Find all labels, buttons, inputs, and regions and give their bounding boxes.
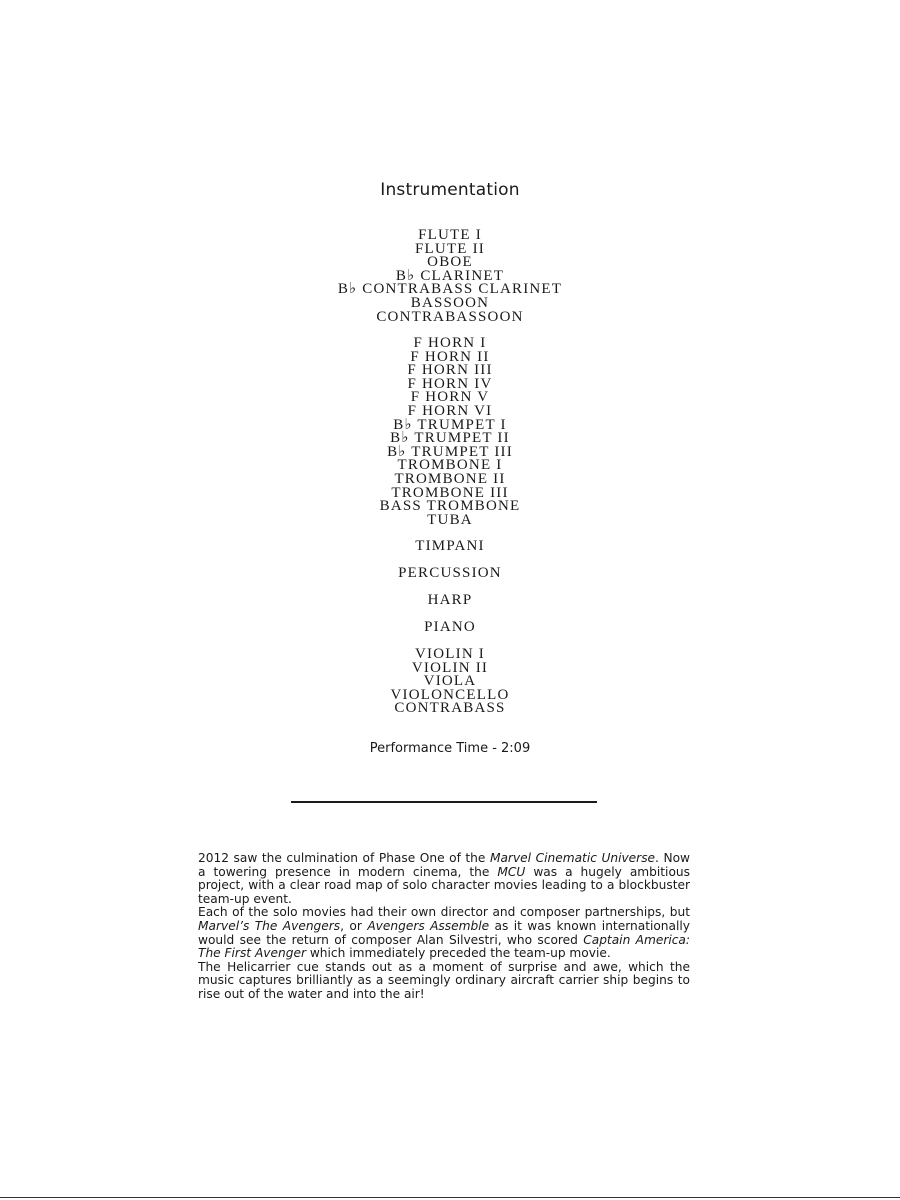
instrument-item: F HORN II xyxy=(410,348,490,365)
instrument-item: B♭ TRUMPET II xyxy=(390,430,510,447)
notes-text: , or xyxy=(340,918,368,933)
piano-list xyxy=(0,621,900,635)
instrument-item: B♭ CONTRABASS CLARINET xyxy=(337,281,563,298)
italic-title-text: Marvel Cinematic Universe xyxy=(489,851,656,865)
notes-text: . Now a towering presence in modern cinema, the xyxy=(198,851,690,879)
instrument-item: BASSOON xyxy=(410,294,490,311)
notes-text: 2012 saw the culmination of Phase One of the xyxy=(198,851,490,865)
instrument-item: F HORN I xyxy=(413,335,487,351)
instrument-item: F HORN IV xyxy=(407,375,493,392)
instrument-item: PERCUSSION xyxy=(398,565,502,581)
instrument-item: FLUTE I xyxy=(418,227,482,243)
instrument-item: TROMBONE II xyxy=(394,470,506,487)
instrument-item: CONTRABASSOON xyxy=(376,308,524,325)
notes-paragraph xyxy=(198,906,690,960)
strings-list xyxy=(0,648,900,716)
notes-paragraph xyxy=(198,852,690,906)
instrument-item: BASS TROMBONE xyxy=(379,498,521,515)
instrument-item: F HORN III xyxy=(407,362,493,379)
italic-title-text: Avengers Assemble xyxy=(367,918,490,933)
notes-text: which immediately preceded the team-up movie. xyxy=(305,946,611,961)
timpani-list xyxy=(0,540,900,554)
woodwinds-list xyxy=(0,229,900,324)
notes-paragraph xyxy=(198,961,690,1002)
instrument-item: TROMBONE III xyxy=(391,484,509,501)
percussion-list xyxy=(0,567,900,581)
divider-rule xyxy=(291,801,597,803)
performance-time: Performance Time - 2:09 xyxy=(369,741,531,756)
instrument-item: TIMPANI xyxy=(415,538,485,554)
instrument-item: B♭ TRUMPET III xyxy=(387,443,513,460)
page-title: Instrumentation xyxy=(380,180,520,200)
instrument-item: FLUTE II xyxy=(414,240,485,257)
notes-text: was a hugely ambitious project, with a clear road map of solo character movies leading to a blockbuster team-up event. xyxy=(198,864,690,906)
instrument-item: CONTRABASS xyxy=(394,700,506,717)
italic-title-text: Marvel’s The Avengers xyxy=(198,918,341,933)
notes-text: Each of the solo movies had their own director and composer partnerships, but xyxy=(198,905,690,920)
instrument-item: B♭ CLARINET xyxy=(395,267,505,284)
program-notes xyxy=(198,852,690,1002)
instrument-item: VIOLIN II xyxy=(411,659,489,676)
page-bottom-edge xyxy=(0,1197,900,1198)
instrument-item: VIOLIN I xyxy=(415,646,485,662)
instrument-item: TROMBONE I xyxy=(397,457,503,474)
instrument-item: HARP xyxy=(427,592,473,608)
notes-text: The Helicarrier cue stands out as a moment of surprise and awe, which the music captures brilliantly as a seemingly ordinary aircraft carrier ship begins to rise out of the water and into the air! xyxy=(198,959,690,1001)
instrument-item: F HORN VI xyxy=(407,402,493,419)
instrument-item: OBOE xyxy=(427,254,473,271)
instrument-item: TUBA xyxy=(427,511,473,528)
brass-list xyxy=(0,337,900,527)
instrument-item: VIOLA xyxy=(423,673,477,690)
italic-title-text: Captain America: The First Avenger xyxy=(198,932,691,961)
notes-text: as it was known internationally would see the return of composer Alan Silvestri, who scored xyxy=(198,918,690,947)
harp-list xyxy=(0,594,900,608)
italic-title-text: MCU xyxy=(497,864,526,879)
instrument-item: PIANO xyxy=(424,619,476,635)
instrument-item: VIOLONCELLO xyxy=(390,686,510,703)
instrument-item: B♭ TRUMPET I xyxy=(393,416,507,433)
instrument-item: F HORN V xyxy=(410,389,490,406)
